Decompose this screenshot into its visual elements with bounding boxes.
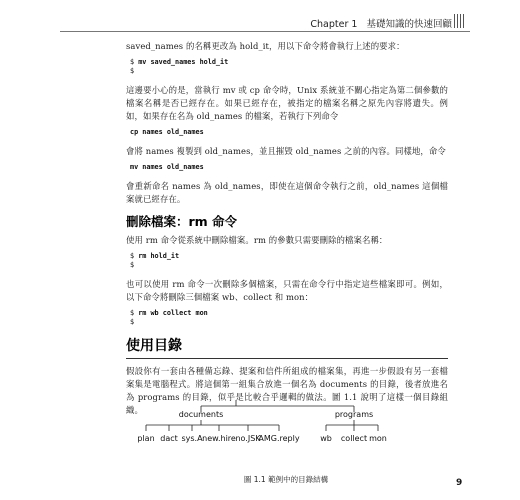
- code-block: mv names old_names: [130, 163, 204, 171]
- section-heading-rm: 刪除檔案：rm 命令: [126, 214, 238, 229]
- node-file: wb: [320, 434, 332, 443]
- node-file: sys.A: [181, 434, 203, 443]
- node-file: no.JSK: [235, 434, 261, 443]
- paragraph: 使用 rm 命令從系統中刪除檔案。rm 的參數只需要刪除的檔案名稱：: [126, 235, 388, 245]
- node-file: dact: [160, 434, 178, 443]
- code-block: $ rm hold_it $: [130, 252, 180, 269]
- header-thumb-tab: [454, 14, 466, 28]
- running-header: [60, 16, 452, 30]
- node-documents: documents: [178, 410, 224, 419]
- header-rule: [60, 31, 470, 32]
- code-block: $ rm wb collect mon $: [130, 309, 208, 326]
- node-file: collect: [340, 434, 368, 443]
- paragraph: 這邊要小心的是，當執行 mv 或 cp 命令時，Unix 系統並不關心指定為第二個參數的檔案名稱是否已經存在。如果已經存在，被指定的檔案名稱之原先內容將遺失。例如，如果存在名為 old_names 的檔案，若執行下列命令: [126, 85, 448, 121]
- figure-caption: 圖 1.1 範例中的目錄結構: [243, 475, 329, 484]
- paragraph: 假設你有一套由各種備忘錄、提案和信件所組成的檔案集，再進一步假設有另一套檔案集是電腦程式。將這個第一組集合放進一個名為 documents 的目錄，後者放進名為 programs 的目錄，似乎是比較合乎邏輯的做法。圖 1.1 說明了這樣一個目錄組織。: [126, 366, 448, 415]
- chapter-label: Chapter 1: [310, 19, 358, 30]
- page-body: [126, 40, 448, 422]
- tree-lines: [126, 398, 446, 466]
- paragraph: 也可以使用 rm 命令一次刪除多個檔案，只需在命令行中指定這些檔案即可。例如，以下命令將刪除三個檔案 wb、collect 和 mon：: [126, 279, 448, 302]
- paragraph: saved_names 的名稱更改為 hold_it，用以下命令將會執行上述的要求：: [126, 41, 405, 51]
- page-number: 9: [456, 478, 463, 488]
- node-programs: programs: [334, 410, 374, 419]
- node-file: mon: [369, 434, 387, 443]
- node-file: AMG.reply: [258, 434, 300, 443]
- heading-rule: [126, 358, 448, 359]
- chapter-title: 基礎知識的快速回顧: [366, 19, 452, 30]
- node-file: new.hire: [202, 434, 236, 443]
- paragraph: 會將 names 複製到 old_names，並且摧毀 old_names 之前的內容。同樣地，命令: [126, 146, 446, 156]
- code-block: $ mv saved_names hold_it $: [130, 58, 229, 75]
- directory-tree-figure: [126, 398, 446, 466]
- node-file: plan: [137, 434, 155, 443]
- section-heading-directories: 使用目錄: [126, 338, 182, 354]
- code-block: cp names old_names: [130, 128, 204, 136]
- paragraph: 會重新命名 names 為 old_names，即使在這個命令執行之前，old_names 這個檔案就已經存在。: [126, 181, 448, 204]
